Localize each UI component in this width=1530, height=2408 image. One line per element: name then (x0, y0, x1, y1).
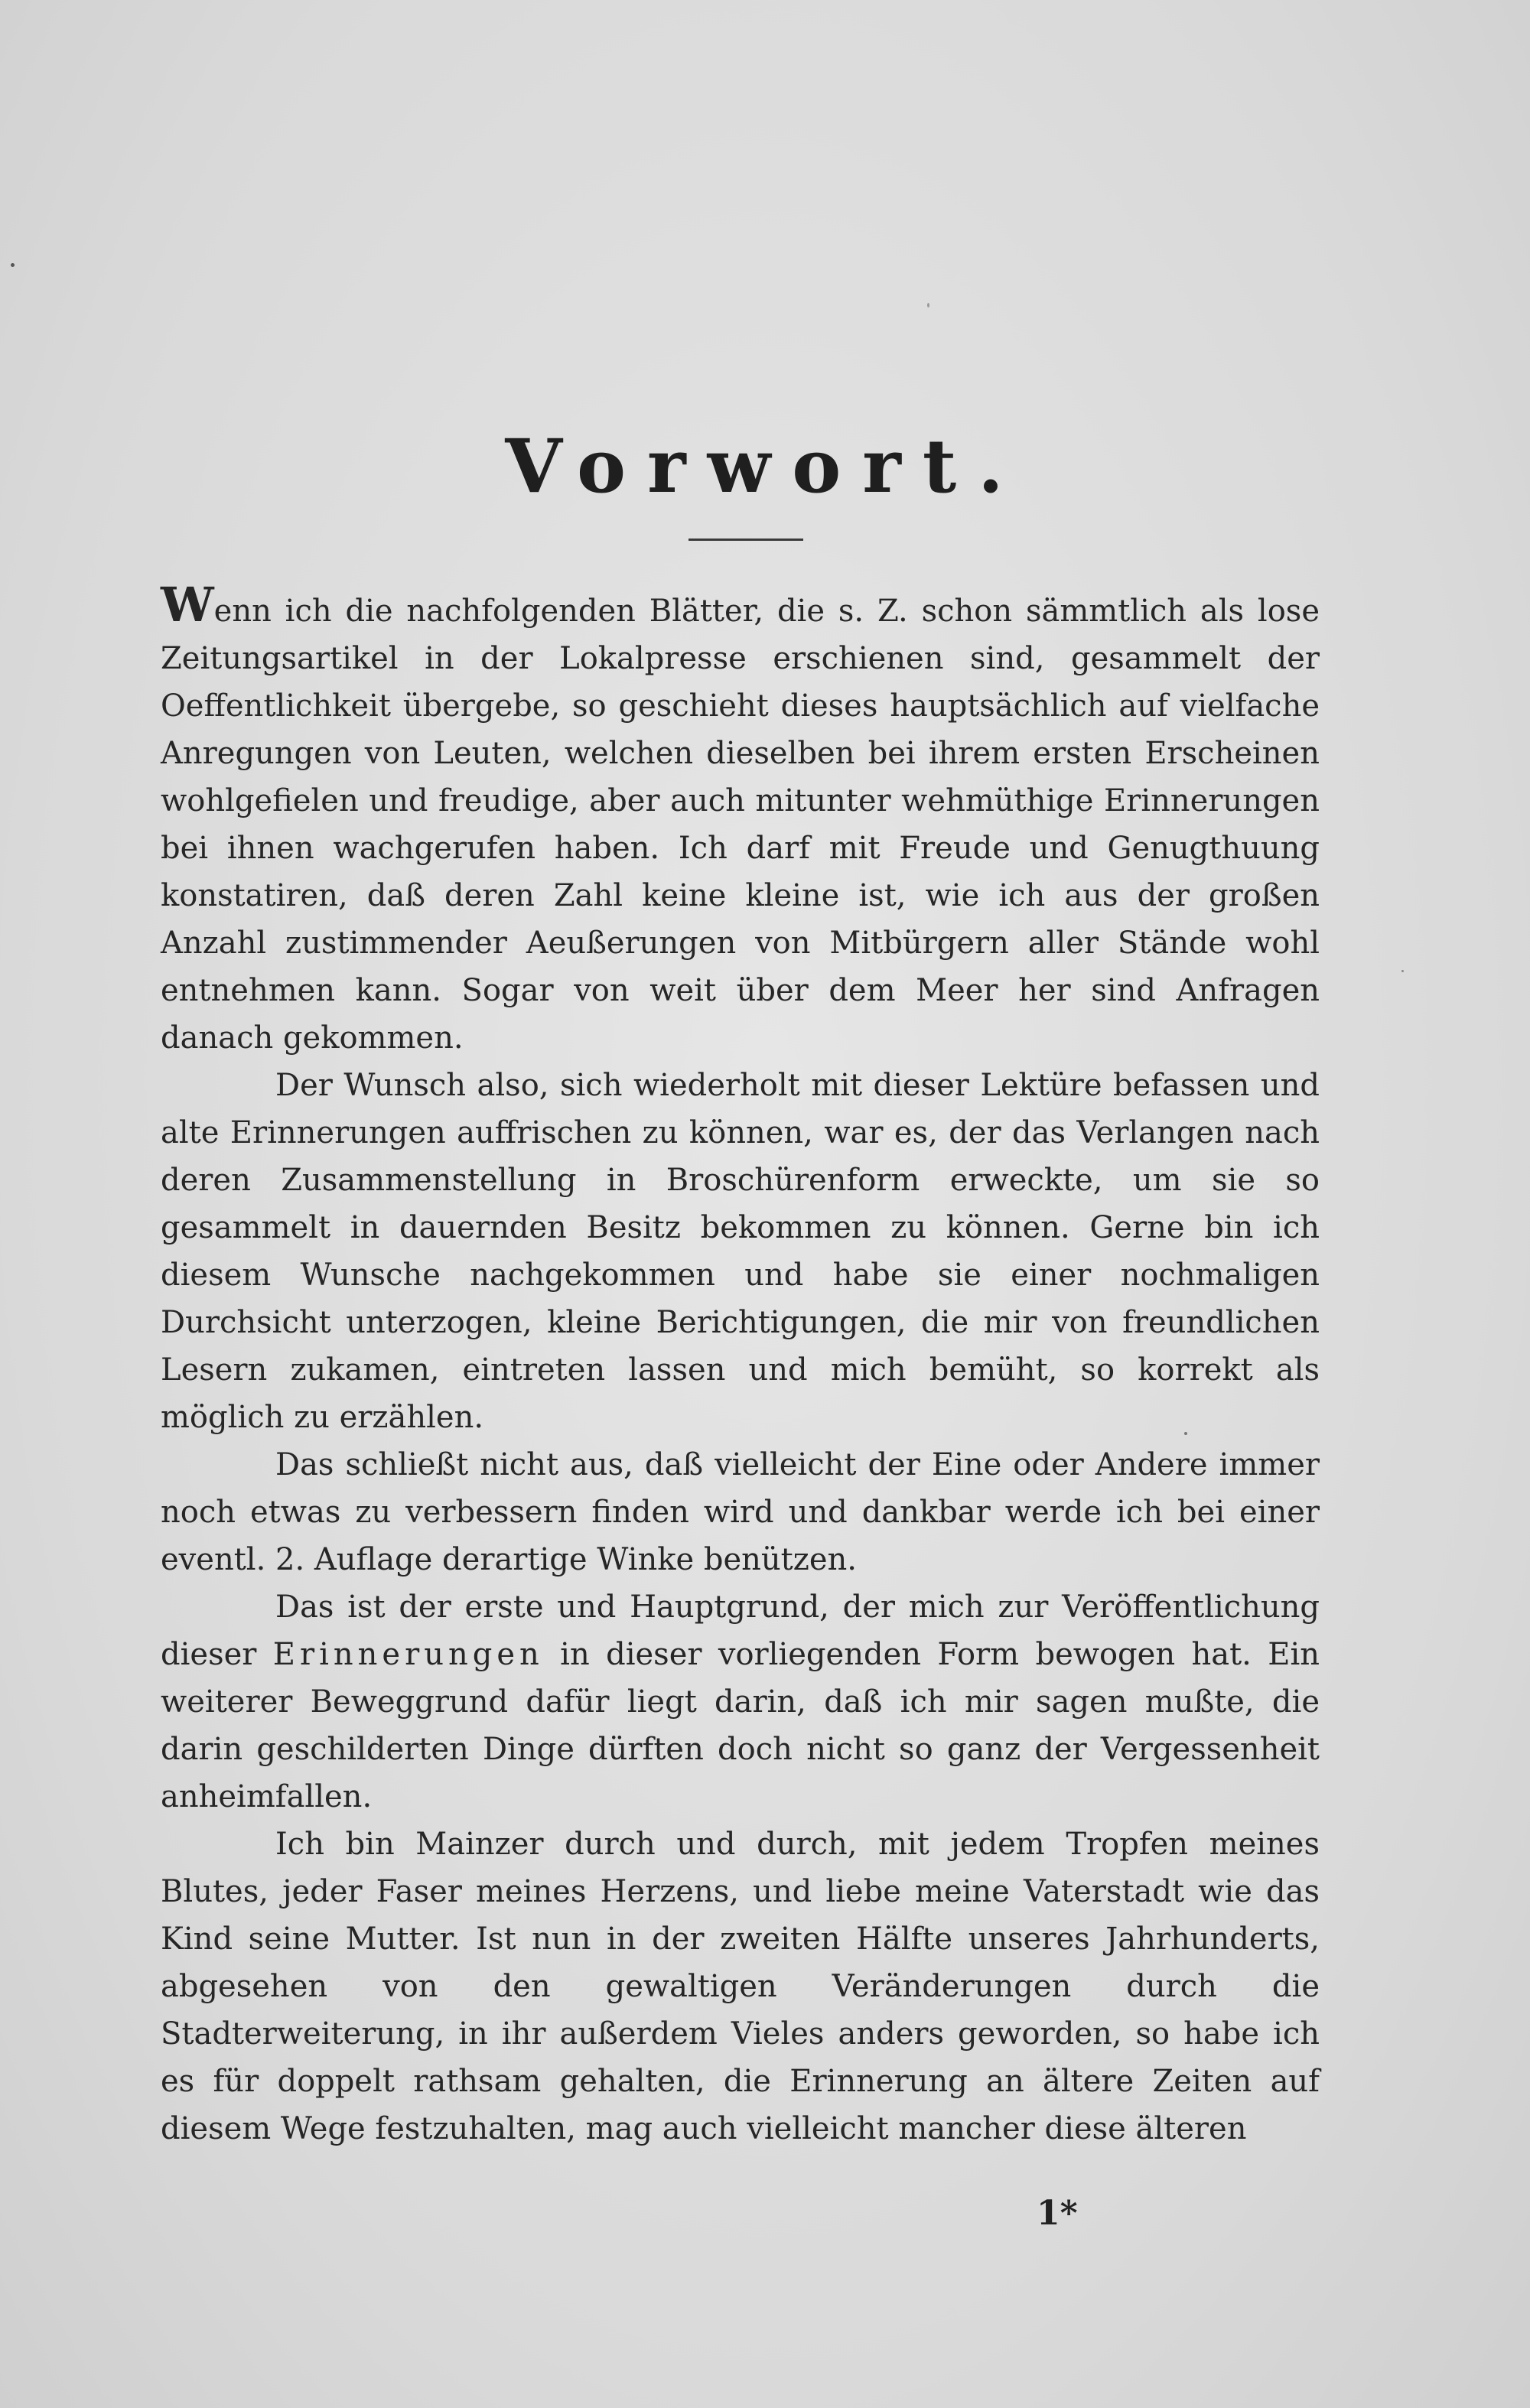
spaced-emphasis: Erinnerungen (272, 1637, 544, 1672)
paragraph-2: Der Wunsch also, sich wiederholt mit dieser Lektüre befassen und alte Erinnerungen auffrischen zu können, war es, der das Verlangen nach deren Zusammenstellung in Broschürenform erweckte, um sie so gesammelt in dauernden Besitz bekommen zu können. Gerne bin ich diesem Wunsche nachgekommen und habe sie einer nochmaligen Durchsicht unterzogen, kleine Berichtigungen, die mir von freundlichen Lesern zukamen, eintreten lassen und mich bemüht, so korrekt als möglich zu erzählen. (161, 1068, 1320, 1435)
body-text (161, 577, 1320, 2153)
paragraph-4-text-after: in dieser vorliegenden Form bewogen hat. Ein weiterer Beweggrund dafür liegt darin, daß ich mir sagen mußte, die darin geschilderten Dinge dürften doch nicht so ganz der Vergessenheit anheimfallen. (161, 1637, 1320, 1814)
paper-speck (927, 303, 929, 308)
paragraph-4 (161, 1583, 1320, 1821)
paragraph-4-text-before: Das ist der erste und Hauptgrund, der mich zur Veröffentlichung dieser (161, 1590, 1320, 1672)
paper-speck (11, 263, 15, 267)
title-divider (688, 539, 803, 541)
signature-mark: 1* (1037, 2194, 1078, 2233)
paper-speck (1401, 970, 1404, 972)
page-title: Vorwort. (505, 423, 1025, 509)
paragraph-5: Ich bin Mainzer durch und durch, mit jedem Tropfen meines Blutes, jeder Faser meines Herzens, und liebe meine Vaterstadt wie das Kind seine Mutter. Ist nun in der zweiten Hälfte unseres Jahrhunderts, abgesehen von den gewaltigen Veränderungen durch die Stadterweiterung, in ihr außerdem Vieles anders geworden, so habe ich es für doppelt rathsam gehalten, die Erinnerung an ältere Zeiten auf diesem Wege festzuhalten, mag auch vielleicht mancher diese älteren (161, 1827, 1320, 2146)
paragraph-3: Das schließt nicht aus, daß vielleicht der Eine oder Andere immer noch etwas zu verbessern finden wird und dankbar werde ich bei einer eventl. 2. Auflage derartige Winke benützen. (161, 1447, 1320, 1577)
drop-cap: W (161, 577, 214, 633)
paragraph-1 (161, 577, 1320, 1062)
paragraph-1-text: enn ich die nachfolgenden Blätter, die s. Z. schon sämmtlich als lose Zeitungsartikel in der Lokalpresse erschienen sind, gesammelt der Oeffentlichkeit übergebe, so geschieht dieses hauptsächlich auf vielfache Anregungen von Leuten, welchen dieselben bei ihrem ersten Erscheinen wohlgefielen und freudige, aber auch mitunter wehmüthige Erinnerungen bei ihnen wachgerufen haben. Ich darf mit Freude und Genugthuung konstatiren, daß deren Zahl keine kleine ist, wie ich aus der großen Anzahl zustimmender Aeußerungen von Mitbürgern aller Stände wohl entnehmen kann. Sogar von weit über dem Meer her sind Anfragen danach gekommen. (161, 594, 1320, 1056)
